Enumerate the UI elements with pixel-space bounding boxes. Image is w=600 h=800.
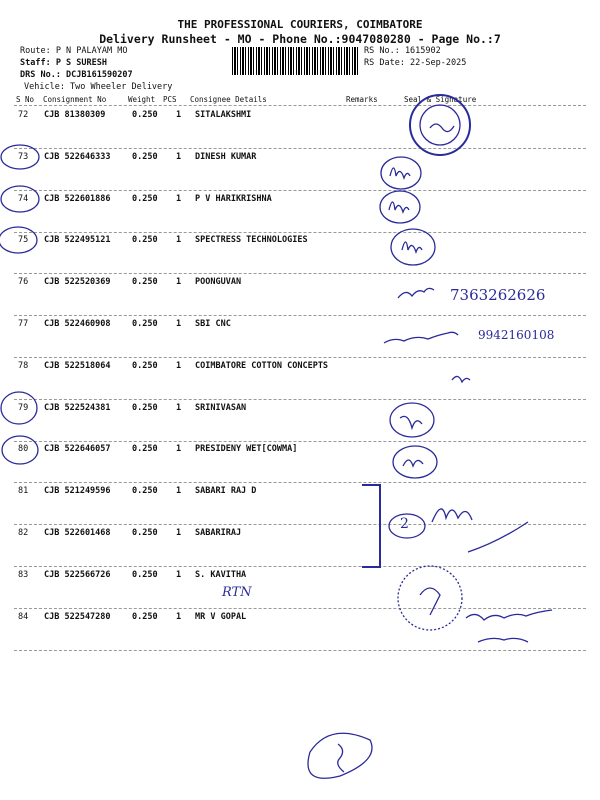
circle-80	[2, 436, 38, 464]
cell-sno: 73	[18, 151, 29, 162]
cell-consignee: S. KAVITHA	[195, 569, 247, 580]
cell-sno: 80	[18, 444, 29, 455]
cell-consignment: CJB 521249596	[44, 486, 111, 497]
cell-weight: 0.250	[132, 360, 158, 371]
signature-74	[380, 191, 420, 223]
handwritten-circle-82-number: 2	[400, 516, 409, 532]
signature-76	[398, 288, 434, 298]
cell-consignee: POONGUVAN	[195, 277, 242, 288]
initials-bottom	[308, 733, 372, 778]
cell-sno: 82	[18, 528, 29, 538]
signature-78	[452, 376, 470, 382]
col-seal: Seal & Signature	[404, 95, 477, 104]
cell-consignment: CJB 522460908	[44, 319, 111, 329]
signature-77	[384, 332, 458, 343]
cell-sno: 83	[18, 569, 29, 580]
col-weight: Weight	[128, 95, 156, 104]
cell-weight: 0.250	[132, 444, 158, 455]
cell-weight: 0.250	[132, 402, 158, 413]
seal-stamp-83	[398, 566, 462, 630]
cell-sno: 78	[18, 360, 29, 371]
handwritten-phone-76: 7363262626	[450, 286, 546, 304]
drs-number: DRS No.: DCJB161590207	[20, 70, 133, 80]
route: Route: P N PALAYAM MO	[20, 46, 128, 56]
cell-weight: 0.250	[132, 528, 158, 538]
handwritten-phone-77: 9942160108	[478, 328, 555, 342]
rs-date: RS Date: 22-Sep-2025	[364, 58, 467, 68]
cell-consignee: PRESIDENY WET[COWMA]	[195, 444, 298, 455]
cell-sno: 81	[18, 486, 29, 497]
runsheet-subtitle: Delivery Runsheet - MO - Phone No.:9047080280 - Page No.:7	[99, 32, 501, 46]
cell-pcs: 1	[176, 360, 182, 371]
circle-73	[1, 145, 39, 169]
circle-74	[1, 186, 39, 212]
cell-weight: 0.250	[132, 569, 158, 580]
cell-consignee: SABARI RAJ D	[195, 486, 257, 497]
bracket-81-82	[362, 485, 380, 567]
cell-consignee: SRINIVASAN	[195, 402, 247, 413]
cell-pcs: 1	[176, 319, 182, 329]
col-pcs: PCS	[163, 95, 177, 104]
cell-pcs: 1	[176, 569, 182, 580]
cell-sno: 76	[18, 277, 29, 288]
cell-pcs: 1	[176, 110, 182, 120]
cell-consignee: MR V GOPAL	[195, 611, 247, 622]
handwritten-rtn-83: RTN	[222, 585, 252, 600]
cell-consignment: CJB 522524381	[44, 402, 111, 413]
cell-weight: 0.250	[132, 193, 158, 204]
cell-sno: 79	[18, 402, 29, 413]
cell-consignee: COIMBATORE COTTON CONCEPTS	[195, 360, 329, 371]
cell-sno: 74	[18, 193, 29, 204]
signature-73	[381, 157, 421, 189]
cell-consignment: CJB 522646057	[44, 444, 111, 455]
seal-stamp-top	[410, 95, 470, 155]
cell-sno: 75	[18, 235, 29, 246]
cell-pcs: 1	[176, 277, 182, 288]
cell-consignment: CJB 522601468	[44, 528, 111, 538]
cell-consignment: CJB 522601886	[44, 193, 111, 204]
cell-pcs: 1	[176, 486, 182, 497]
col-remarks: Remarks	[346, 95, 378, 104]
cell-consignment: CJB 522566726	[44, 569, 111, 580]
cell-pcs: 1	[176, 402, 182, 413]
signature-82	[432, 509, 528, 552]
signature-79	[390, 403, 434, 437]
circle-79	[1, 392, 37, 424]
cell-weight: 0.250	[132, 277, 158, 288]
cell-weight: 0.250	[132, 235, 158, 246]
cell-pcs: 1	[176, 528, 182, 538]
circle-75	[0, 227, 37, 253]
cell-sno: 84	[18, 611, 29, 622]
company-title: THE PROFESSIONAL COURIERS, COIMBATORE	[177, 18, 423, 31]
cell-consignment: CJB 81380309	[44, 110, 106, 120]
col-sno: S No	[16, 95, 35, 104]
cell-consignment: CJB 522495121	[44, 235, 111, 246]
cell-sno: 72	[18, 110, 29, 120]
cell-consignee: SBI CNC	[195, 319, 231, 329]
cell-consignee: SITALAKSHMI	[195, 110, 252, 120]
signature-80	[393, 446, 437, 478]
cell-weight: 0.250	[132, 486, 158, 497]
cell-weight: 0.250	[132, 110, 158, 120]
cell-pcs: 1	[176, 444, 182, 455]
rs-number: RS No.: 1615902	[364, 46, 441, 56]
cell-pcs: 1	[176, 193, 182, 204]
cell-sno: 77	[18, 319, 29, 329]
cell-consignee: P V HARIKRISHNA	[195, 193, 272, 204]
col-consignee: Consignee Details	[190, 95, 267, 104]
cell-consignee: DINESH KUMAR	[195, 151, 257, 162]
cell-weight: 0.250	[132, 611, 158, 622]
cell-consignment: CJB 522646333	[44, 151, 111, 162]
signature-84	[466, 610, 552, 642]
cell-consignment: CJB 522547280	[44, 611, 111, 622]
cell-consignee: SPECTRESS TECHNOLOGIES	[195, 235, 308, 246]
cell-pcs: 1	[176, 151, 182, 162]
cell-consignee: SABARIRAJ	[195, 528, 242, 538]
cell-weight: 0.250	[132, 151, 158, 162]
signature-75	[391, 229, 435, 265]
cell-consignment: CJB 522518064	[44, 360, 111, 371]
cell-weight: 0.250	[132, 319, 158, 329]
staff: Staff: P S SURESH	[20, 58, 107, 68]
cell-pcs: 1	[176, 235, 182, 246]
cell-pcs: 1	[176, 611, 182, 622]
col-consignment: Consignment No	[43, 95, 107, 104]
cell-consignment: CJB 522520369	[44, 277, 111, 288]
vehicle: Vehicle: Two Wheeler Delivery	[24, 82, 173, 92]
